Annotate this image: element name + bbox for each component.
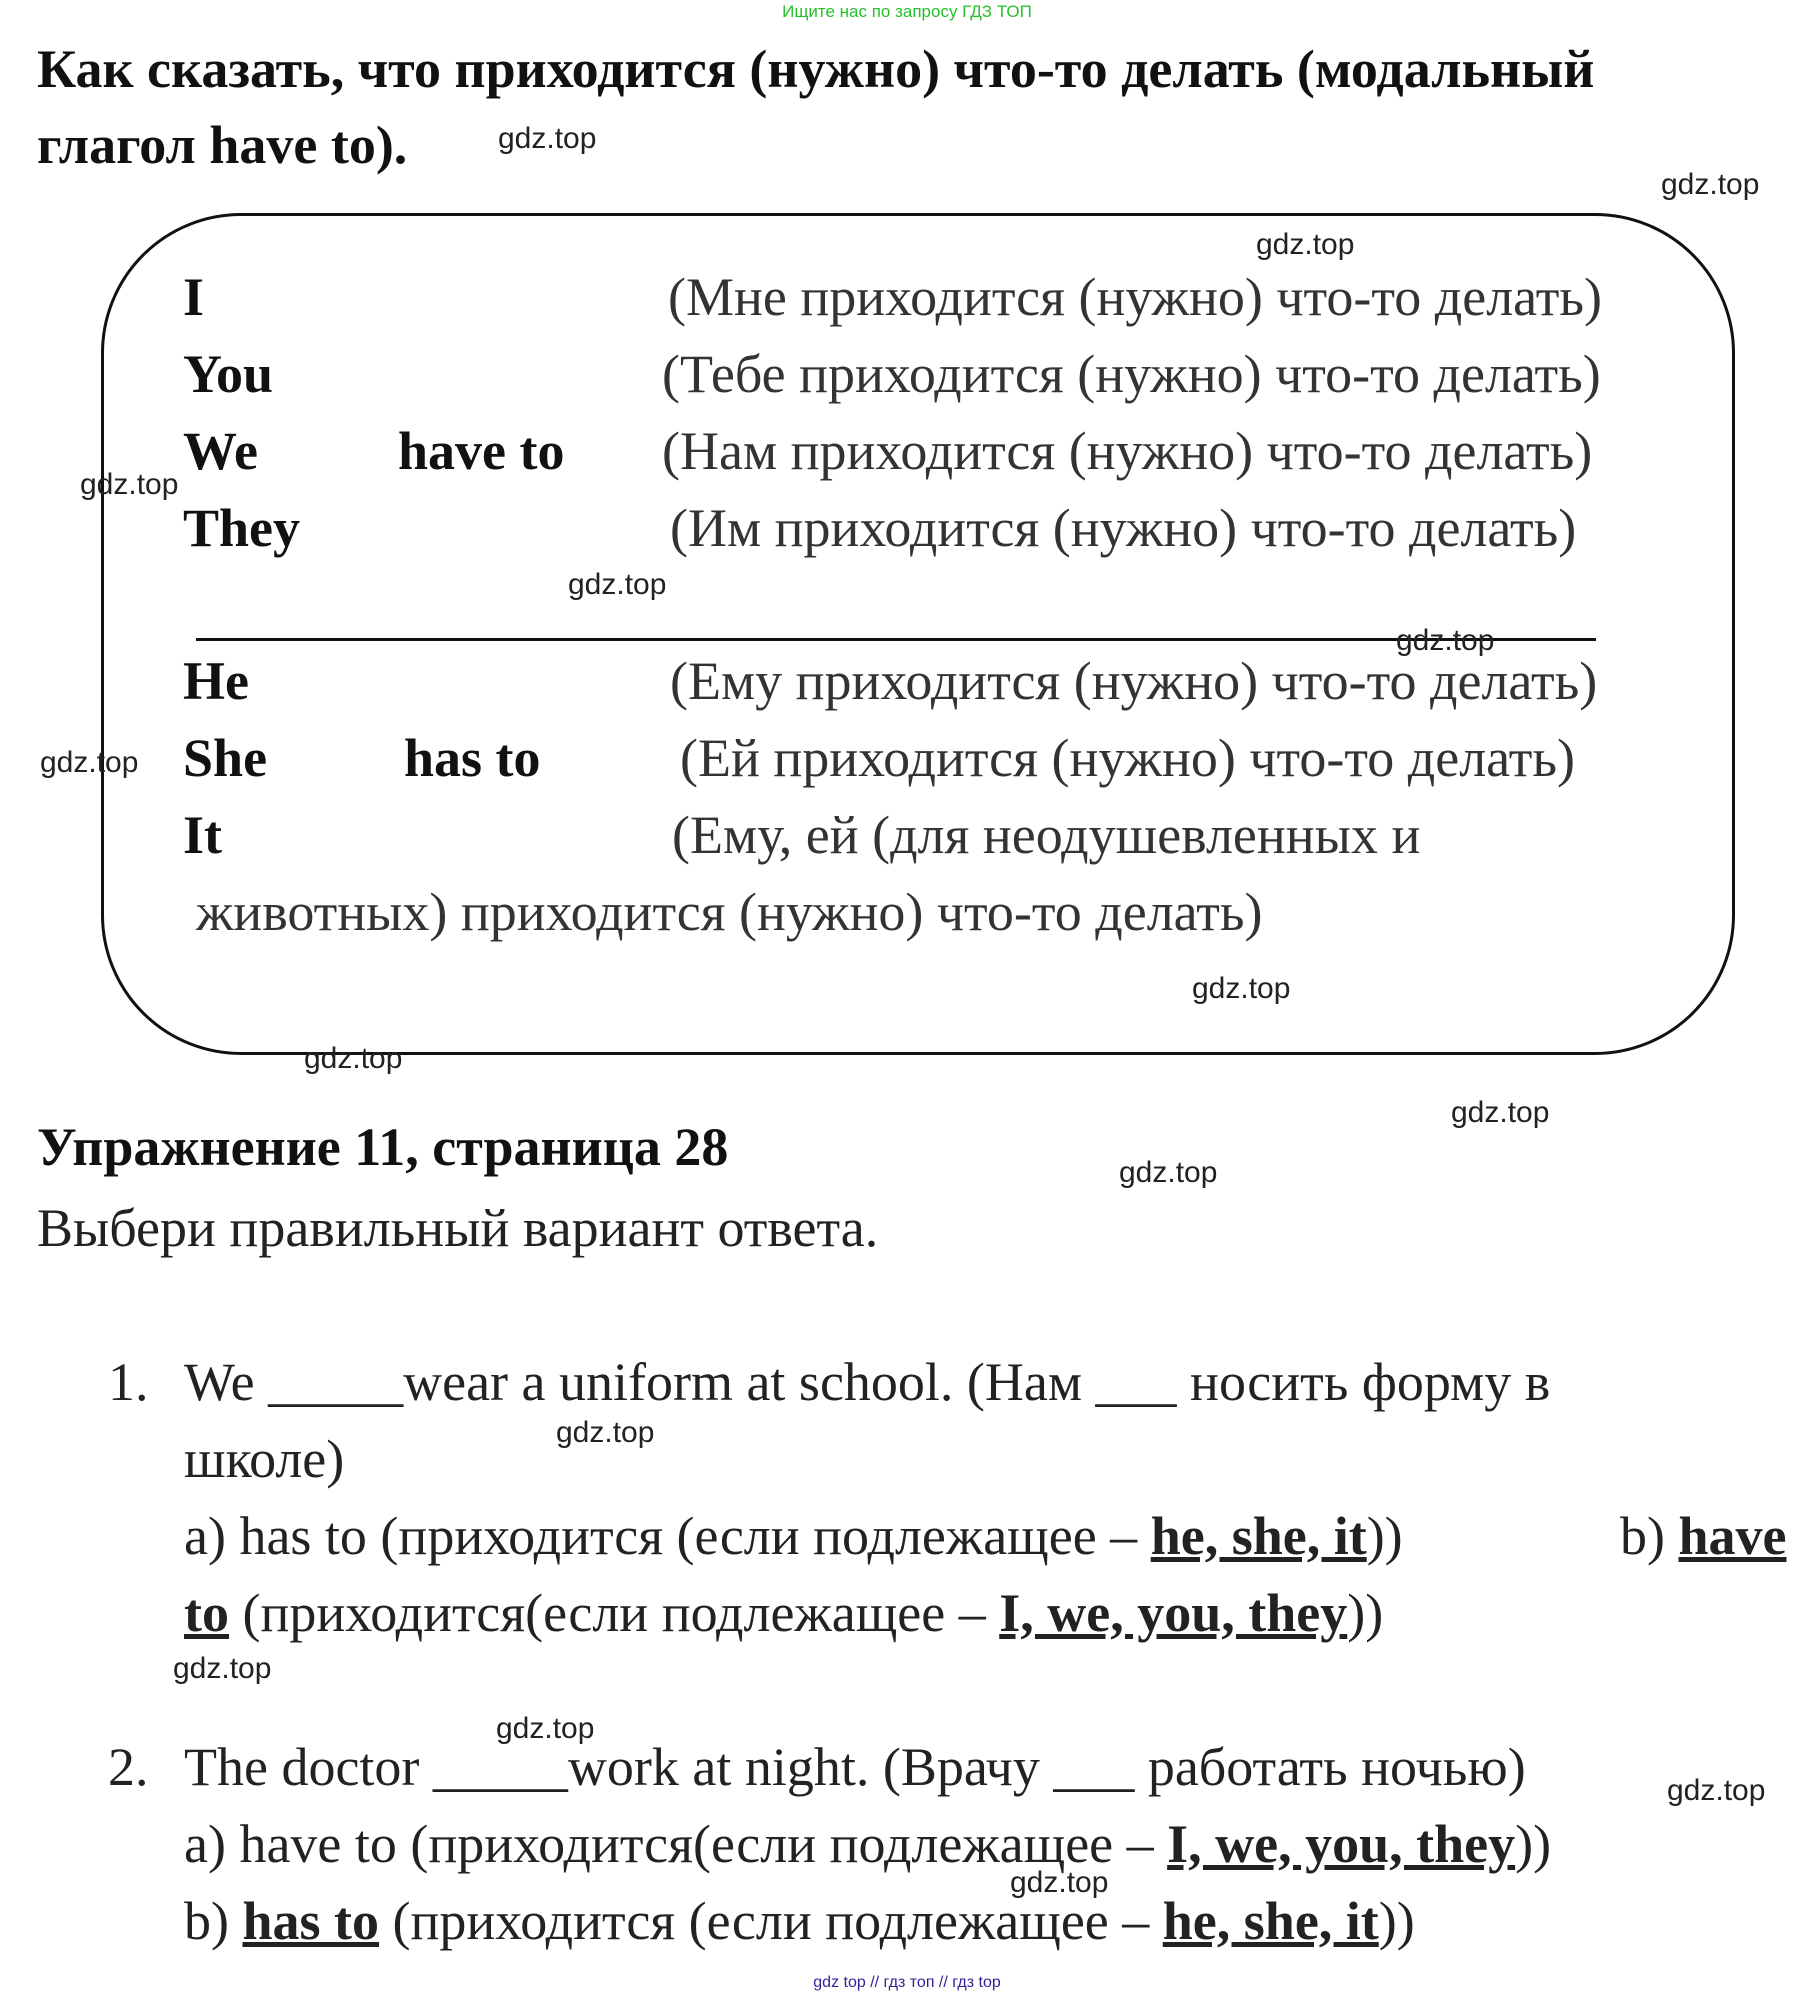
option-subject: he, she, it [1162, 1891, 1379, 1951]
table-verb-have-to: have to [398, 421, 565, 481]
option-label: b) [184, 1891, 243, 1951]
table-translation: (Нам приходится (нужно) что-то делать) [662, 421, 1593, 481]
correct-answer: has to [242, 1891, 380, 1951]
watermark: gdz.top [496, 1712, 595, 1745]
watermark: gdz.top [1010, 1866, 1109, 1899]
question-number: 2. [108, 1737, 149, 1797]
exercise-task: Выбери правильный вариант ответа. [37, 1198, 879, 1258]
table-translation: (Мне приходится (нужно) что-то делать) [668, 267, 1602, 327]
watermark: gdz.top [568, 568, 667, 601]
table-pronoun: I [183, 267, 205, 327]
answer-option-a [184, 1813, 1551, 1875]
answer-option-b [1620, 1505, 1786, 1567]
option-text: (приходится(если подлежащее – [228, 1583, 1000, 1643]
correct-answer: to [184, 1583, 229, 1643]
watermark: gdz.top [1451, 1096, 1550, 1129]
table-translation: (Тебе приходится (нужно) что-то делать) [662, 344, 1601, 404]
watermark: gdz.top [304, 1042, 403, 1075]
table-translation: (Ему, ей (для неодушевленных и [672, 805, 1421, 865]
table-translation: (Им приходится (нужно) что-то делать) [670, 498, 1577, 558]
watermark: gdz.top [173, 1652, 272, 1685]
table-translation: (Ему приходится (нужно) что-то делать) [670, 651, 1598, 711]
table-verb-has-to: has to [404, 728, 541, 788]
table-pronoun: They [183, 498, 301, 558]
option-text: a) have to (приходится(если подлежащее – [184, 1814, 1168, 1874]
watermark: gdz.top [80, 468, 179, 501]
watermark: gdz.top [40, 746, 139, 779]
table-translation-continuation: животных) приходится (нужно) что-то делать) [196, 882, 1263, 942]
watermark: gdz.top [1667, 1774, 1766, 1807]
question-text-continuation: школе) [184, 1429, 345, 1489]
question-text: We _____wear a uniform at school. (Нам ___ носить форму в [184, 1352, 1551, 1412]
option-text: )) [1515, 1814, 1552, 1874]
option-text: )) [1378, 1891, 1415, 1951]
watermark: gdz.top [1256, 228, 1355, 261]
table-pronoun: You [183, 344, 274, 404]
question-number: 1. [108, 1352, 149, 1412]
watermark: gdz.top [1119, 1156, 1218, 1189]
option-text: )) [1347, 1583, 1384, 1643]
top-banner: Ищите нас по запросу ГДЗ ТОП [782, 2, 1032, 21]
option-subject: he, she, it [1150, 1506, 1367, 1566]
correct-answer: have [1678, 1506, 1787, 1566]
watermark: gdz.top [498, 122, 597, 155]
table-pronoun: We [183, 421, 258, 481]
option-text: a) has to (приходится (если подлежащее – [184, 1506, 1151, 1566]
table-translation: (Ей приходится (нужно) что-то делать) [680, 728, 1575, 788]
exercise-title: Упражнение 11, страница 28 [37, 1117, 729, 1177]
watermark: gdz.top [1192, 972, 1291, 1005]
table-divider [196, 638, 1596, 641]
option-subject: I, we, you, they [999, 1583, 1348, 1643]
table-pronoun: It [183, 805, 222, 865]
option-subject: I, we, you, they [1167, 1814, 1516, 1874]
answer-option-a [184, 1505, 1403, 1567]
watermark: gdz.top [1661, 168, 1760, 201]
page-title-line-2: глагол have to). [37, 115, 408, 175]
page-title-line-1: Как сказать, что приходится (нужно) что-то делать (модальный [37, 39, 1595, 99]
table-pronoun: He [183, 651, 249, 711]
footer-text: gdz top // гдз топ // гдз top [813, 1974, 1001, 1991]
option-text: (приходится (если подлежащее – [379, 1891, 1163, 1951]
option-label: b) [1620, 1506, 1679, 1566]
question-text: The doctor _____work at night. (Врачу ___ работать ночью) [184, 1737, 1526, 1797]
table-pronoun: She [183, 728, 268, 788]
watermark: gdz.top [556, 1416, 655, 1449]
answer-option-b-continuation [184, 1582, 1383, 1644]
answer-option-b [184, 1890, 1415, 1952]
watermark: gdz.top [1396, 624, 1495, 657]
option-text: )) [1366, 1506, 1403, 1566]
